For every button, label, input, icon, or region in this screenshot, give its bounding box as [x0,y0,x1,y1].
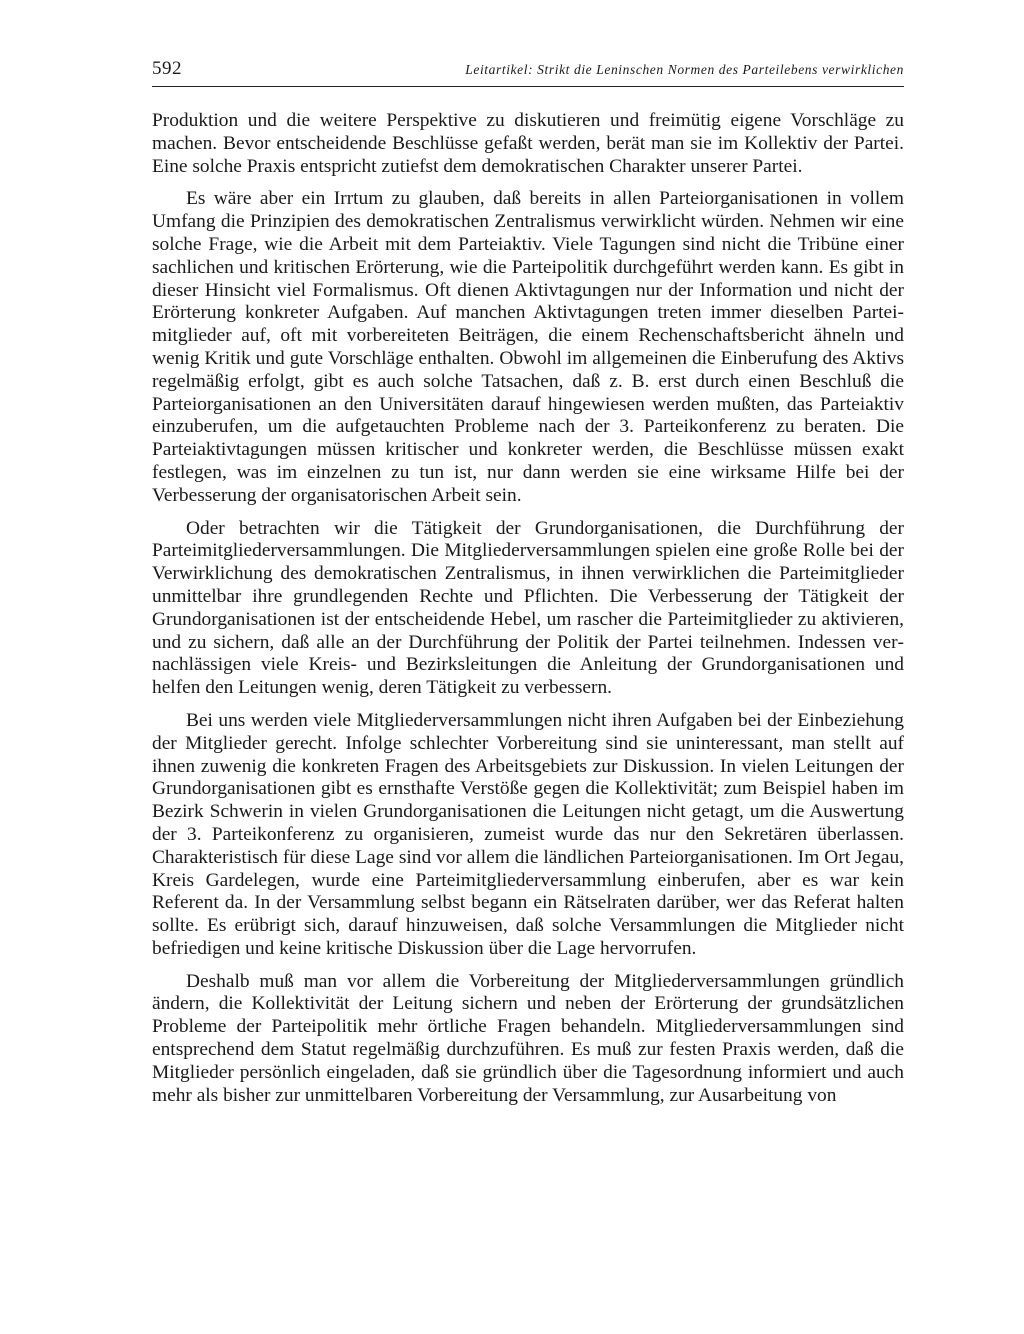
running-header [152,56,904,87]
paragraph-2: Es wäre aber ein Irrtum zu glauben, daß bereits in allen Parteiorganisationen in vollem Umfang die Prinzipien des demokratischen Zentralismus verwirklicht würden. Nehmen wir eine solche Frage, wie die Arbeit mit dem Parteiaktiv. Viele Tagungen sind nicht die Tribüne einer sachlichen und kritischen Erörterung, wie die Parteipolitik durchgeführt werden kann. Es gibt in dieser Hinsicht viel Formalismus. Oft dienen Aktivtagungen nur der Information und nicht der Erörterung konkreter Aufgaben. Auf manchen Aktivtagungen treten immer dieselben Parteimitglieder auf, oft mit vorbereiteten Beiträgen, die einem Rechenschaftsbericht ähneln und wenig Kritik und gute Vorschläge enthalten. Obwohl im allgemeinen die Einberufung des Aktivs regelmäßig erfolgt, gibt es auch solche Tatsachen, daß z. B. erst durch einen Beschluß die Parteiorganisationen an den Universitäten darauf hingewiesen werden mußten, das Parteiaktiv einzuberufen, um die aufgetauchten Probleme nach der 3. Parteikonferenz zu beraten. Die Parteiaktivtagungen müssen kritischer und konkreter werden, die Beschlüsse müssen exakt festlegen, was im einzelnen zu tun ist, nur dann werden sie eine wirksame Hilfe bei der Verbesserung der organisatorischen Arbeit sein. [152,188,904,506]
paragraph-1: Produktion und die weitere Perspektive zu diskutieren und freimütig eigene Vorschläge zu machen. Bevor entscheidende Beschlüsse gefaßt werden, berät man sie im Kollektiv der Partei. Eine solche Praxis entspricht zutiefst dem demokratischen Charakter unserer Partei. [152,110,904,177]
paragraph-4: Bei uns werden viele Mitgliederversammlungen nicht ihren Aufgaben bei der Einbeziehung der Mitglieder gerecht. Infolge schlechter Vorbereitung sind sie uninteressant, man stellt auf ihnen zuwenig die konkreten Fragen des Arbeitsgebiets zur Diskussion. In vielen Leitungen der Grundorganisationen gibt es ernsthafte Verstöße gegen die Kollektivität; zum Beispiel haben im Bezirk Schwerin in vielen Grundorganisationen die Leitungen nicht getagt, um die Auswertung der 3. Parteikonferenz zu organisieren, zumeist wurde das nur den Sekretären überlassen. Charakteristisch für diese Lage sind vor allem die ländlichen Parteiorganisationen. Im Ort Jegau, Kreis Gardelegen, wurde eine Parteimitgliederversammlung einberufen, aber es war kein Referent da. In der Versammlung selbst begann ein Rätselraten darüber, wer das Referat halten sollte. Es erübrigt sich, darauf hinzuweisen, daß solche Versammlungen die Mitglieder nicht befriedigen und keine kritische Diskussion über die Lage hervorrufen. [152,709,904,959]
paragraph-5: Deshalb muß man vor allem die Vorbereitung der Mitgliederversammlungen gründlich ändern, die Kollektivität der Leitung sichern und neben der Erörterung der grundsätzlichen Probleme der Parteipolitik mehr örtliche Fragen behandeln. Mitgliederversammlungen sind entsprechend dem Statut regelmäßig durchzuführen. Es muß zur festen Praxis werden, daß die Mitglieder persönlich eingeladen, daß sie gründlich über die Tagesordnung informiert und auch mehr als bisher zur unmittelbaren Vorbereitung der Versammlung, zur Ausarbeitung von [152,970,904,1106]
paragraph-3: Oder betrachten wir die Tätigkeit der Grundorganisationen, die Durchführung der Parteimitgliederversammlungen. Die Mitgliederversammlungen spielen eine große Rolle bei der Verwirklichung des demokratischen Zentralismus, in ihnen verwirklichen die Parteimitglieder unmittelbar ihre grundlegenden Rechte und Pflichten. Die Verbesserung der Tätigkeit der Grundorganisationen ist der entscheidende Hebel, um rascher die Parteimitglieder zu aktivieren, und zu sichern, daß alle an der Durchführung der Politik der Partei teilnehmen. Indessen vernachlässigen viele Kreis- und Bezirksleitungen die Anleitung der Grundorganisationen und helfen den Leitungen wenig, deren Tätigkeit zu verbessern. [152,517,904,699]
running-title: Leitartikel: Strikt die Leninschen Normen des Parteilebens verwirklichen [465,62,904,77]
page-number: 592 [152,58,182,79]
article-body [152,110,904,1107]
